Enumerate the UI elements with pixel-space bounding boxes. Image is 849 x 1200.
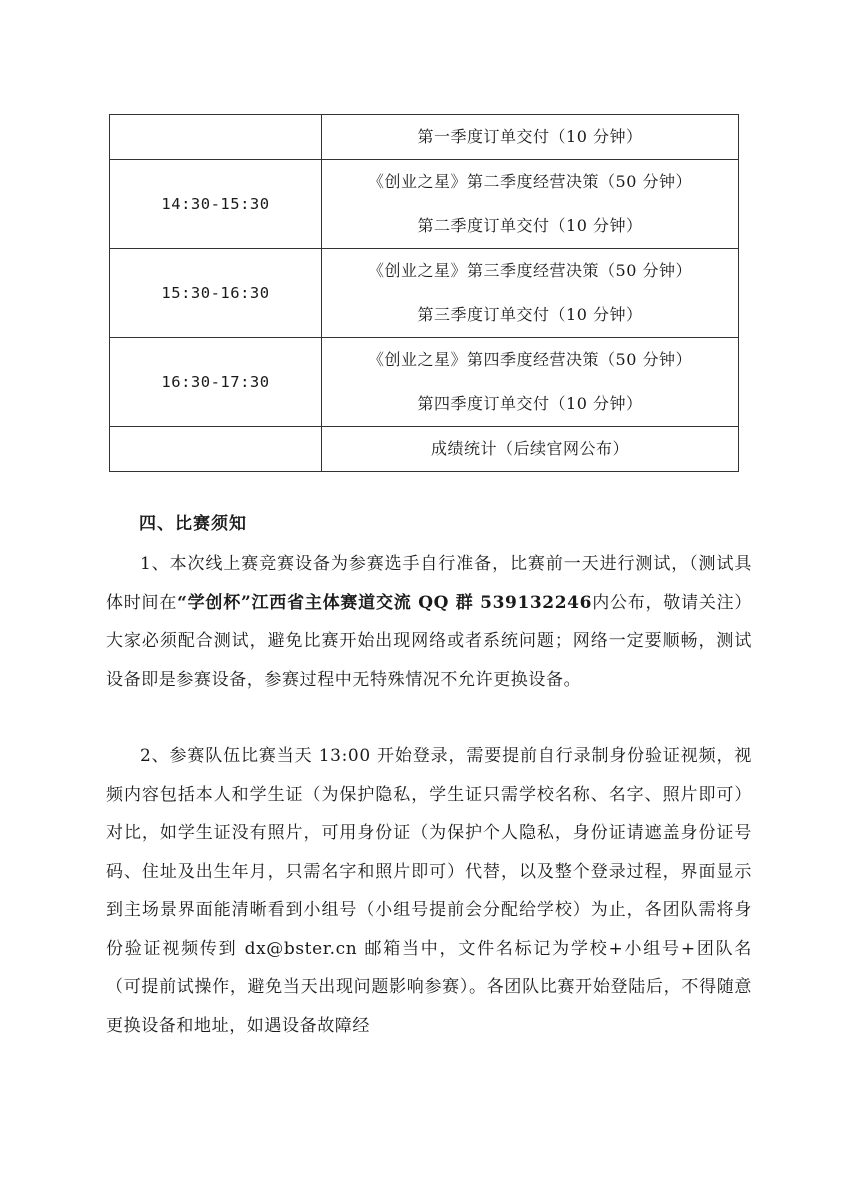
section-heading: 四、比赛须知: [139, 514, 247, 534]
schedule-activity-line: 第二季度订单交付（10 分钟）: [417, 216, 643, 235]
paragraph-1: [106, 545, 752, 699]
schedule-activity-line: 第四季度订单交付（10 分钟）: [417, 394, 643, 413]
schedule-activity-line: 《创业之星》第四季度经营决策（50 分钟）: [368, 350, 692, 369]
schedule-row: [110, 338, 739, 427]
schedule-time-cell: [110, 115, 322, 160]
schedule-row: [110, 249, 739, 338]
schedule-activity-cell: [322, 249, 739, 338]
schedule-row: [110, 160, 739, 249]
schedule-time-cell: 15:30-16:30: [110, 249, 322, 338]
schedule-activity-cell: [322, 338, 739, 427]
schedule-time-cell: 14:30-15:30: [110, 160, 322, 249]
schedule-activity-line: 《创业之星》第三季度经营决策（50 分钟）: [368, 261, 692, 280]
schedule-activity-cell: [322, 160, 739, 249]
schedule-time-cell: 16:30-17:30: [110, 338, 322, 427]
schedule-activity-line: 第三季度订单交付（10 分钟）: [417, 305, 643, 324]
schedule-time-cell: [110, 427, 322, 472]
qq-group-highlight: “学创杯”江西省主体赛道交流 QQ 群 539132246: [177, 592, 593, 613]
schedule-row: [110, 427, 739, 472]
paragraph-1-text-c: 内公布，敬请关注）大家必须配合测试，避免比赛开始出现网络或者系统问题；网络一定要顺畅，测试设备即是参赛设备，参赛过程中无特殊情况不允许更换设备。: [106, 592, 752, 690]
schedule-activity-line: 第一季度订单交付（10 分钟）: [417, 127, 643, 146]
schedule-activity-line: 成绩统计（后续官网公布）: [430, 439, 629, 458]
schedule-row: [110, 115, 739, 160]
schedule-activity-cell: [322, 115, 739, 160]
schedule-activity-cell: [322, 427, 739, 472]
paragraph-1-text-a: 1、本次线上赛竞赛设备为参赛选手自行准备，比赛前一天进行测试，（测试具体时间在: [106, 554, 752, 613]
schedule-activity-line: 《创业之星》第二季度经营决策（50 分钟）: [368, 172, 692, 191]
paragraph-2: 2、参赛队伍比赛当天 13:00 开始登录，需要提前自行录制身份验证视频，视频内容包括本人和学生证（为保护隐私，学生证只需学校名称、名字、照片即可）对比，如学生证没有照片，可用身份证（为保护个人隐私，身份证请遮盖身份证号码、住址及出生年月，只需名字和照片即可）代替，以及整个登录过程，界面显示到主场景界面能清晰看到小组号（小组号提前会分配给学校）为止，各团队需将身份验证视频传到 dx@bster.cn 邮箱当中，文件名标记为学校+小组号+团队名（可提前试操作，避免当天出现问题影响参赛）。各团队比赛开始登陆后，不得随意更换设备和地址，如遇设备故障经: [106, 746, 752, 1036]
schedule-table: [109, 114, 739, 472]
